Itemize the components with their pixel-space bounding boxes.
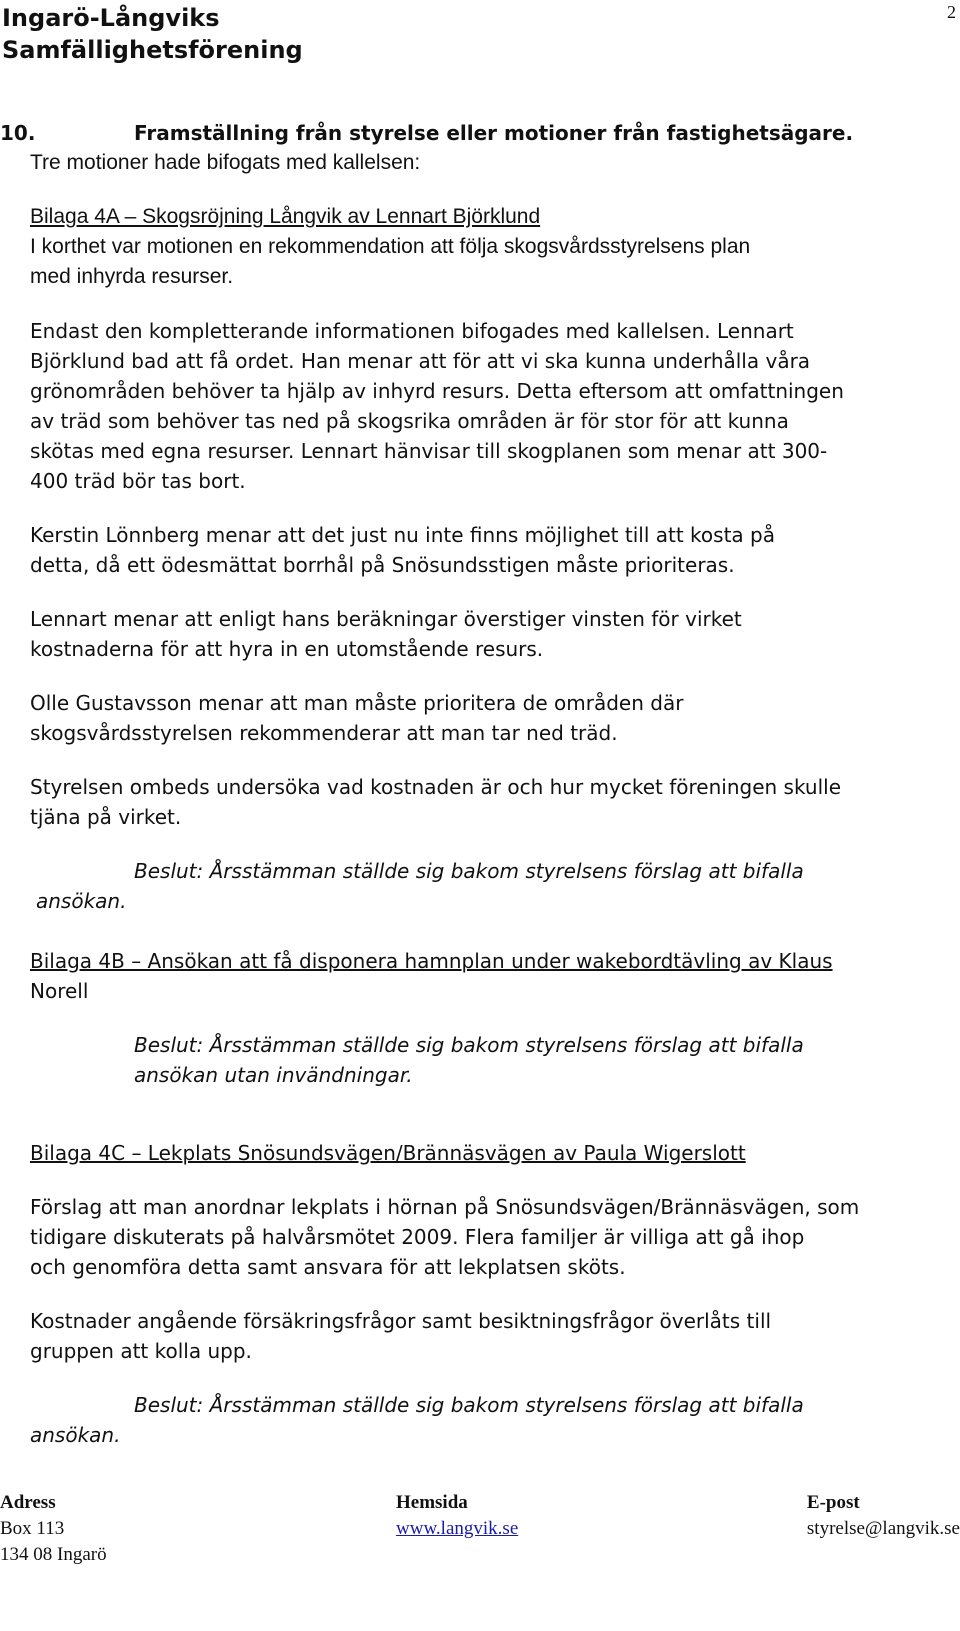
bilaga-4b-title bbox=[30, 946, 942, 1006]
bilaga-4c-paragraph-2 bbox=[30, 1306, 942, 1366]
text-line: Olle Gustavsson menar att man måste prioritera de områden där bbox=[30, 691, 684, 715]
decision-line-1: Beslut: Årsstämman ställde sig bakom styrelsens förslag att bifalla bbox=[134, 1033, 804, 1057]
decision-line-2: ansökan utan invändningar. bbox=[134, 1063, 413, 1087]
footer-address bbox=[0, 1490, 107, 1568]
org-name-line-2: Samfällighetsförening bbox=[2, 36, 303, 64]
bilaga-4a-paragraph-1 bbox=[30, 316, 942, 496]
bilaga-4a-title: Bilaga 4A – Skogsröjning Långvik av Lennart Björklund bbox=[30, 205, 541, 228]
bilaga-4a-summary-line-1: I korthet var motionen en rekommendation att följa skogsvårdsstyrelsens plan bbox=[30, 235, 751, 258]
org-name-line-1: Ingarö-Långviks bbox=[2, 4, 220, 32]
address-line-2: 134 08 Ingarö bbox=[0, 1544, 107, 1565]
text-line: tjäna på virket. bbox=[30, 805, 182, 829]
text-line: Styrelsen ombeds undersöka vad kostnaden är och hur mycket föreningen skulle bbox=[30, 775, 842, 799]
decision-line-2: ansökan. bbox=[30, 1423, 121, 1447]
bilaga-4b-decision bbox=[30, 1030, 942, 1090]
text-line: skogsvårdsstyrelsen rekommenderar att man tar ned träd. bbox=[30, 721, 618, 745]
text-line: gruppen att kolla upp. bbox=[30, 1339, 252, 1363]
email-label: E-post bbox=[806, 1492, 860, 1513]
document-body bbox=[0, 118, 942, 1450]
text-line: detta, då ett ödesmättat borrhål på Snösundsstigen måste prioriteras. bbox=[30, 553, 735, 577]
text-line: Lennart menar att enligt hans beräkningar överstiger vinsten för virket bbox=[30, 607, 742, 631]
section-title: Framställning från styrelse eller motioner från fastighetsägare. bbox=[134, 121, 854, 145]
decision-line-1: Beslut: Årsstämman ställde sig bakom styrelsens förslag att bifalla bbox=[134, 1393, 804, 1417]
title-line-2: Norell bbox=[30, 979, 89, 1003]
text-line: av träd som behöver tas ned på skogsrika områden är för stor för att kunna bbox=[30, 409, 789, 433]
text-line: Kostnader angående försäkringsfrågor samt besiktningsfrågor överlåts till bbox=[30, 1309, 772, 1333]
text-line: skötas med egna resurser. Lennart hänvisar till skogplanen som menar att 300- bbox=[30, 439, 828, 463]
text-line: tidigare diskuterats på halvårsmötet 2009. Flera familjer är villiga att gå ihop bbox=[30, 1225, 805, 1249]
page-number: 2 bbox=[947, 2, 956, 22]
bilaga-4a-paragraph-2 bbox=[30, 520, 942, 580]
decision-line-1: Beslut: Årsstämman ställde sig bakom styrelsens förslag att bifalla bbox=[134, 859, 804, 883]
section-number: 10. bbox=[0, 121, 36, 145]
email-address[interactable]: styrelse@langvik.se bbox=[806, 1518, 960, 1539]
text-line: 400 träd bör tas bort. bbox=[30, 469, 246, 493]
bilaga-4a-paragraph-4 bbox=[30, 688, 942, 748]
text-line: Förslag att man anordnar lekplats i hörnan på Snösundsvägen/Brännäsvägen, som bbox=[30, 1195, 860, 1219]
text-line: grönområden behöver ta hjälp av inhyrd resurs. Detta eftersom att omfattningen bbox=[30, 379, 844, 403]
bilaga-4a-paragraph-5 bbox=[30, 772, 942, 832]
footer-email bbox=[807, 1490, 960, 1542]
text-line: och genomföra detta samt ansvara för att lekplatsen sköts. bbox=[30, 1255, 626, 1279]
bilaga-4a-decision bbox=[30, 856, 942, 916]
website-label: Hemsida bbox=[396, 1492, 468, 1513]
text-line: Björklund bad att få ordet. Han menar att för att vi ska kunna underhålla våra bbox=[30, 349, 811, 373]
bilaga-4a-paragraph-3 bbox=[30, 604, 942, 664]
address-label: Adress bbox=[0, 1492, 56, 1513]
bilaga-4c-decision bbox=[30, 1390, 942, 1450]
footer-website bbox=[396, 1490, 518, 1542]
section-heading bbox=[0, 118, 942, 148]
text-line: Endast den kompletterande informationen bifogades med kallelsen. Lennart bbox=[30, 319, 794, 343]
organization-name bbox=[2, 2, 303, 66]
decision-line-2: ansökan. bbox=[36, 889, 127, 913]
address-line-1: Box 113 bbox=[0, 1518, 65, 1539]
section-intro: Tre motioner hade bifogats med kallelsen: bbox=[30, 151, 421, 174]
bilaga-4c-title: Bilaga 4C – Lekplats Snösundsvägen/Brännäsvägen av Paula Wigerslott bbox=[30, 1141, 746, 1165]
text-line: Kerstin Lönnberg menar att det just nu inte finns möjlighet till att kosta på bbox=[30, 523, 775, 547]
title-line-1: Bilaga 4B – Ansökan att få disponera hamnplan under wakebordtävling av Klaus bbox=[30, 949, 833, 973]
website-link[interactable]: www.langvik.se bbox=[396, 1518, 519, 1539]
bilaga-4a-summary-line-2: med inhyrda resurser. bbox=[30, 265, 234, 288]
text-line: kostnaderna för att hyra in en utomstående resurs. bbox=[30, 637, 544, 661]
bilaga-4c-paragraph-1 bbox=[30, 1192, 942, 1282]
